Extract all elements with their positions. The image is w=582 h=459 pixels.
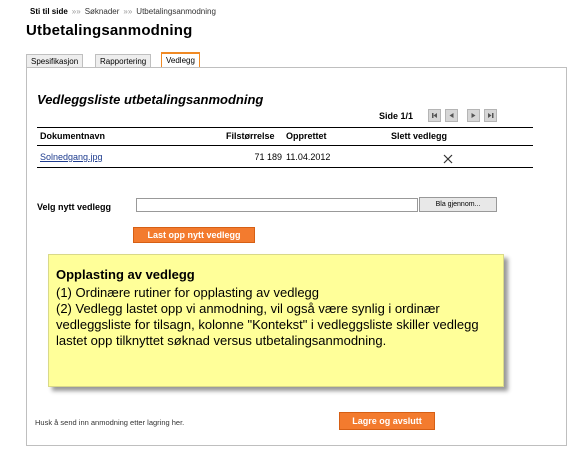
close-icon[interactable] [443, 151, 453, 161]
breadcrumb-separator: »» [123, 7, 133, 16]
created-date: 11.04.2012 [286, 152, 331, 162]
section-title: Vedleggsliste utbetalingsanmodning [37, 92, 264, 107]
breadcrumb-separator: »» [71, 7, 81, 16]
page-title: Utbetalingsanmodning [26, 22, 193, 39]
tab-vedlegg[interactable]: Vedlegg [161, 52, 200, 69]
col-header-dokumentnavn: Dokumentnavn [40, 131, 106, 141]
col-header-opprettet: Opprettet [286, 131, 327, 141]
breadcrumb [30, 7, 216, 16]
file-size: 71 189 [254, 152, 282, 162]
browse-button[interactable]: Bla gjennom... [419, 197, 497, 212]
next-page-icon[interactable] [467, 109, 480, 122]
sticky-note [48, 254, 504, 387]
col-header-slett-vedlegg: Slett vedlegg [391, 131, 448, 141]
note-title: Opplasting av vedlegg [56, 267, 195, 282]
table-header-rule [37, 145, 533, 146]
new-attachment-label: Velg nytt vedlegg [37, 202, 112, 212]
document-link[interactable]: Solnedgang.jpg [40, 152, 103, 162]
tab-rapportering[interactable]: Rapportering [95, 54, 151, 68]
upload-button[interactable]: Last opp nytt vedlegg [133, 227, 255, 243]
tab-spesifikasjon[interactable]: Spesifikasjon [26, 54, 83, 68]
pager-label: Side 1/1 [379, 111, 414, 121]
breadcrumb-item-soknader[interactable]: Søknader [84, 7, 120, 16]
footer-hint: Husk å send inn anmodning etter lagring her. [35, 418, 185, 427]
file-path-input[interactable] [136, 198, 418, 212]
table-top-rule [37, 127, 533, 128]
save-and-close-button[interactable]: Lagre og avslutt [339, 412, 435, 430]
table-bottom-rule [37, 167, 533, 168]
first-page-icon[interactable] [428, 109, 441, 122]
note-body: (1) Ordinære rutiner for opplasting av vedlegg (2) Vedlegg lastet opp vi anmodning, vil også være synlig i ordinær vedleggsliste for tilsagn, kolonne "Kontekst" i vedleggsliste skiller vedlegg lastet opp tilknyttet søknad versus utbetalingsanmodning. [56, 285, 479, 348]
breadcrumb-lead: Sti til side [30, 7, 68, 16]
col-header-filstorrelse: Filstørrelse [226, 131, 275, 141]
prev-page-icon[interactable] [445, 109, 458, 122]
breadcrumb-item-current: Utbetalingsanmodning [136, 7, 216, 16]
last-page-icon[interactable] [484, 109, 497, 122]
